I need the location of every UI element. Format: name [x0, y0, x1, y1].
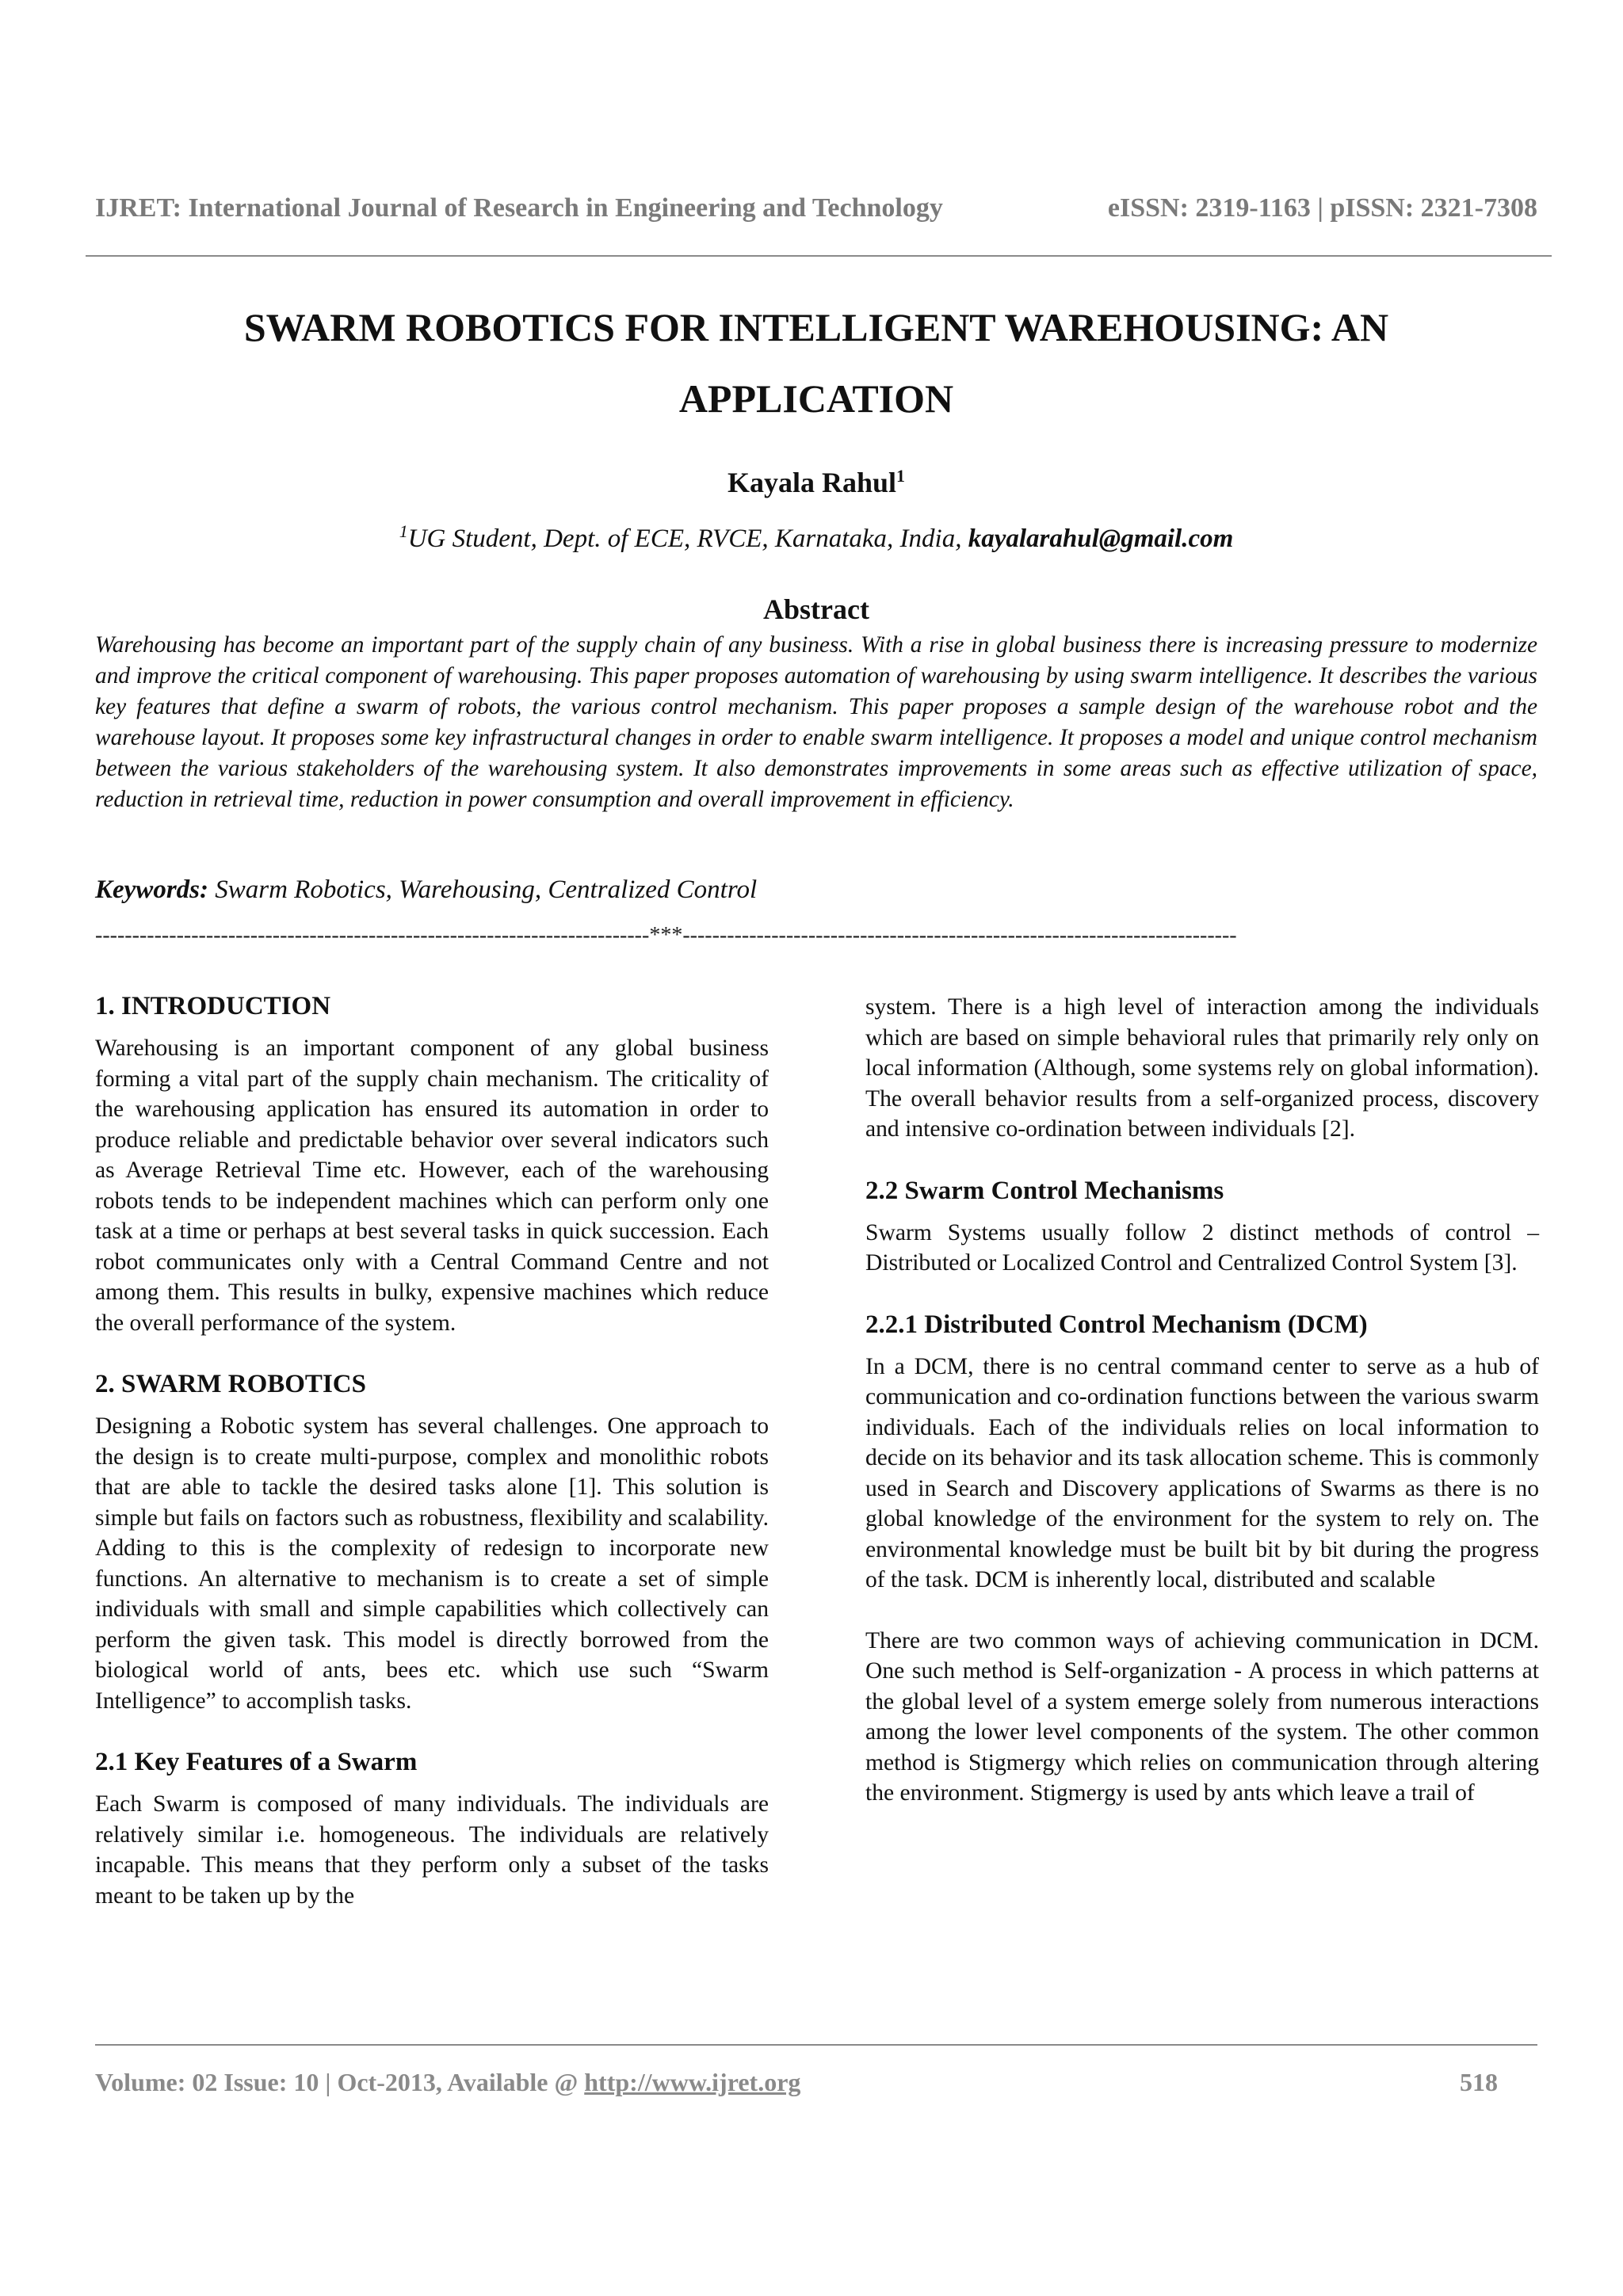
issn: eISSN: 2319-1163 | pISSN: 2321-7308	[1107, 193, 1537, 223]
section-heading-swarm-robotics: 2. SWARM ROBOTICS	[95, 1370, 366, 1398]
journal-name: IJRET: International Journal of Research in Engineering and Technology	[95, 193, 943, 223]
keywords-label: Keywords:	[95, 875, 208, 904]
footer-volume: Volume: 02 Issue: 10 | Oct-2013, Available @	[95, 2068, 585, 2096]
affiliation	[111, 521, 1522, 554]
journal-link[interactable]: http://www.ijret.org	[584, 2068, 801, 2096]
author-name: Kayala Rahul	[727, 467, 897, 498]
keywords-text: Swarm Robotics, Warehousing, Centralized Control	[208, 875, 758, 904]
page-footer	[95, 2068, 1498, 2097]
footer-rule	[95, 2044, 1537, 2046]
affiliation-text: UG Student, Dept. of ECE, RVCE, Karnataka, India,	[407, 524, 968, 553]
left-column	[95, 990, 769, 1911]
paragraph-swarm-robotics: Designing a Robotic system has several challenges. One approach to the design is to create multi-purpose, complex and monolithic robots that are able to tackle the desired tasks alone [1]. This solution is simple but fails on factors such as robustness, flexibility and scalability. Adding to this is the complexity of redesign to incorporate new functions. An alternative to mechanism is to create a set of simple individuals with small and simple capabilities which collectively can perform the given task. This model is directly borrowed from the biological world of ants, bees etc. which use such “Swarm Intelligence” to accomplish tasks.	[95, 1413, 769, 1714]
section-separator: ---------------------------------------------------------------------------***---------------------------------------------------------------------------	[95, 923, 1237, 948]
paragraph-dcm-1: In a DCM, there is no central command center to serve as a hub of communication and co-ordination functions between the various swarm individuals. Each of the individuals relies on local information to decide on its behavior and its task allocation scheme. This is commonly used in Search and Discovery applications of Swarms as there is no global knowledge of the environment for the system to rely on. The environmental knowledge must be built bit by bit during the progress of the task. DCM is inherently local, distributed and scalable	[865, 1353, 1539, 1592]
author-email: kayalarahul@gmail.com	[968, 524, 1234, 553]
abstract-text: Warehousing has become an important part of the supply chain of any business. With a rise in global business there is increasing pressure to modernize and improve the critical component of warehousing. This paper proposes automation of warehousing by using swarm intelligence. It describes the various key features that define a swarm of robots, the various control mechanism. This paper proposes a sample design of the warehouse robot and the warehouse layout. It proposes some key infrastructural changes in order to enable swarm intelligence. It proposes a model and unique control mechanism between the various stakeholders of the warehousing system. It also demonstrates improvements in some areas such as effective utilization of space, reduction in retrieval time, reduction in power consumption and overall improvement in efficiency.	[95, 632, 1537, 812]
abstract-heading: Abstract	[763, 593, 869, 625]
paper-title	[111, 292, 1522, 434]
paragraph-introduction: Warehousing is an important component of any global business forming a vital part of the supply chain mechanism. The criticality of the warehousing application has ensured its automation in order to produce reliable and predictable behavior over several indicators such as Average Retrieval Time etc. However, each of the warehousing robots tends to be independent machines which can perform only one task at a time or perhaps at best several tasks in quick succession. Each robot communicates only with a Central Command Centre and not among them. This results in bulky, expensive machines which reduce the overall performance of the system.	[95, 1035, 769, 1336]
paragraph-key-features: Each Swarm is composed of many individuals. The individuals are relatively similar i.e. homogeneous. The individuals are relatively incapable. This means that they perform only a subset of the tasks meant to be taken up by the	[95, 1791, 769, 1909]
title-line-1: SWARM ROBOTICS FOR INTELLIGENT WAREHOUSING: AN	[243, 305, 1389, 349]
section-heading-dcm: 2.2.1 Distributed Control Mechanism (DCM)	[865, 1310, 1368, 1339]
section-heading-key-features: 2.1 Key Features of a Swarm	[95, 1748, 418, 1776]
paragraph-dcm-2: There are two common ways of achieving communication in DCM. One such method is Self-organization - A process in which patterns at the global level of a system emerge solely from numerous interactions among the lower level components of the system. The other common method is Stigmergy which relies on communication through altering the environment. Stigmergy is used by ants which leave a trail of	[865, 1627, 1539, 1806]
title-line-2: APPLICATION	[678, 376, 954, 421]
affiliation-sup: 1	[399, 521, 408, 541]
section-heading-control-mechanisms: 2.2 Swarm Control Mechanisms	[865, 1176, 1224, 1205]
page-number: 518	[1460, 2068, 1498, 2096]
author	[111, 466, 1522, 499]
running-header	[95, 193, 1537, 223]
section-heading-introduction: 1. INTRODUCTION	[95, 992, 331, 1020]
right-column	[865, 992, 1539, 1809]
header-rule	[86, 255, 1552, 257]
paragraph-control-mechanisms: Swarm Systems usually follow 2 distinct methods of control – Distributed or Localized Control and Centralized Control System [3].	[865, 1219, 1539, 1276]
keywords	[95, 875, 1537, 905]
paragraph-continued: system. There is a high level of interaction among the individuals which are based on simple behavioral rules that primarily rely only on local information (Although, some systems rely on global information). The overall behavior results from a self-organized process, discovery and intensive co-ordination between individuals [2].	[865, 994, 1539, 1142]
author-sup: 1	[896, 466, 906, 486]
